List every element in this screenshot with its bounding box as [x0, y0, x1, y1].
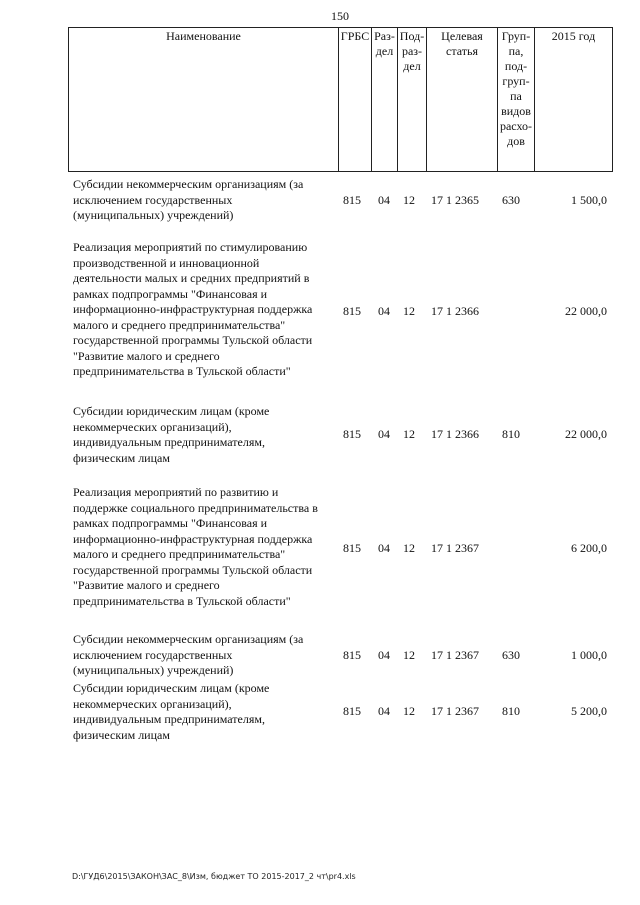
header-target: Целевая статья: [427, 28, 498, 172]
row-group: 810: [502, 704, 520, 718]
row-razdel: 04: [378, 304, 390, 318]
row-podrazdel: 12: [403, 193, 415, 207]
row-grbs: 815: [343, 541, 361, 555]
row-amount: 1 500,0: [571, 193, 607, 207]
row-razdel: 04: [378, 427, 390, 441]
row-razdel: 04: [378, 648, 390, 662]
row-razdel: 04: [378, 704, 390, 718]
row-amount: 1 000,0: [571, 648, 607, 662]
row-amount: 22 000,0: [565, 427, 607, 441]
row-name: Реализация мероприятий по стимулированию производственной и инновационной деятельности малых и средних предприятий в рамках подпрограммы "Финансовая и информационно-инфраструктурная поддержка малого и среднего предпринимательства" государственной программы Тульской области "Развитие малого и среднего предпринимательства в Тульской области": [73, 240, 313, 378]
header-year: 2015 год: [535, 28, 613, 172]
row-target: 17 1 2367: [431, 648, 479, 662]
row-group: 810: [502, 427, 520, 441]
header-razdel: Раз- дел: [372, 28, 398, 172]
row-amount: 22 000,0: [565, 304, 607, 318]
page-number: 150: [331, 9, 349, 23]
row-podrazdel: 12: [403, 541, 415, 555]
footer-file-path: D:\ГУД6\2015\ЗАКОН\ЗАС_8\Изм, бюджет ТО 2015-2017_2 чт\pr4.xls: [72, 872, 356, 881]
row-group: 630: [502, 648, 520, 662]
row-name: Субсидии юридическим лицам (кроме некоммерческих организаций), индивидуальным предпринимателям, физическим лицам: [73, 681, 270, 742]
row-target: 17 1 2367: [431, 704, 479, 718]
header-group: Груп- па, под- груп- па видов расхо- дов: [498, 28, 535, 172]
row-grbs: 815: [343, 704, 361, 718]
header-podrazdel: Под- раз- дел: [398, 28, 427, 172]
row-podrazdel: 12: [403, 427, 415, 441]
row-name: Субсидии юридическим лицам (кроме некоммерческих организаций), индивидуальным предпринимателям, физическим лицам: [73, 404, 270, 465]
row-podrazdel: 12: [403, 648, 415, 662]
row-razdel: 04: [378, 541, 390, 555]
row-target: 17 1 2367: [431, 541, 479, 555]
row-grbs: 815: [343, 304, 361, 318]
row-grbs: 815: [343, 427, 361, 441]
row-amount: 5 200,0: [571, 704, 607, 718]
row-amount: 6 200,0: [571, 541, 607, 555]
row-group: 630: [502, 193, 520, 207]
row-target: 17 1 2366: [431, 304, 479, 318]
header-name: Наименование: [69, 28, 339, 172]
row-name: Субсидии некоммерческим организациям (за исключением государственных (муниципальных) учреждений): [73, 177, 304, 222]
row-razdel: 04: [378, 193, 390, 207]
row-name: Реализация мероприятий по развитию и поддержке социального предпринимательства в рамках подпрограммы "Финансовая и информационно-инфраструктурная поддержка малого и среднего предпринимательства" государственной программы Тульской области "Развитие малого и среднего предпринимательства в Тульской области": [73, 485, 318, 608]
row-grbs: 815: [343, 193, 361, 207]
row-grbs: 815: [343, 648, 361, 662]
row-podrazdel: 12: [403, 304, 415, 318]
header-grbs: ГРБС: [339, 28, 372, 172]
row-name: Субсидии некоммерческим организациям (за исключением государственных (муниципальных) учреждений): [73, 632, 304, 677]
row-target: 17 1 2365: [431, 193, 479, 207]
row-podrazdel: 12: [403, 704, 415, 718]
table-header: [68, 27, 613, 172]
row-target: 17 1 2366: [431, 427, 479, 441]
